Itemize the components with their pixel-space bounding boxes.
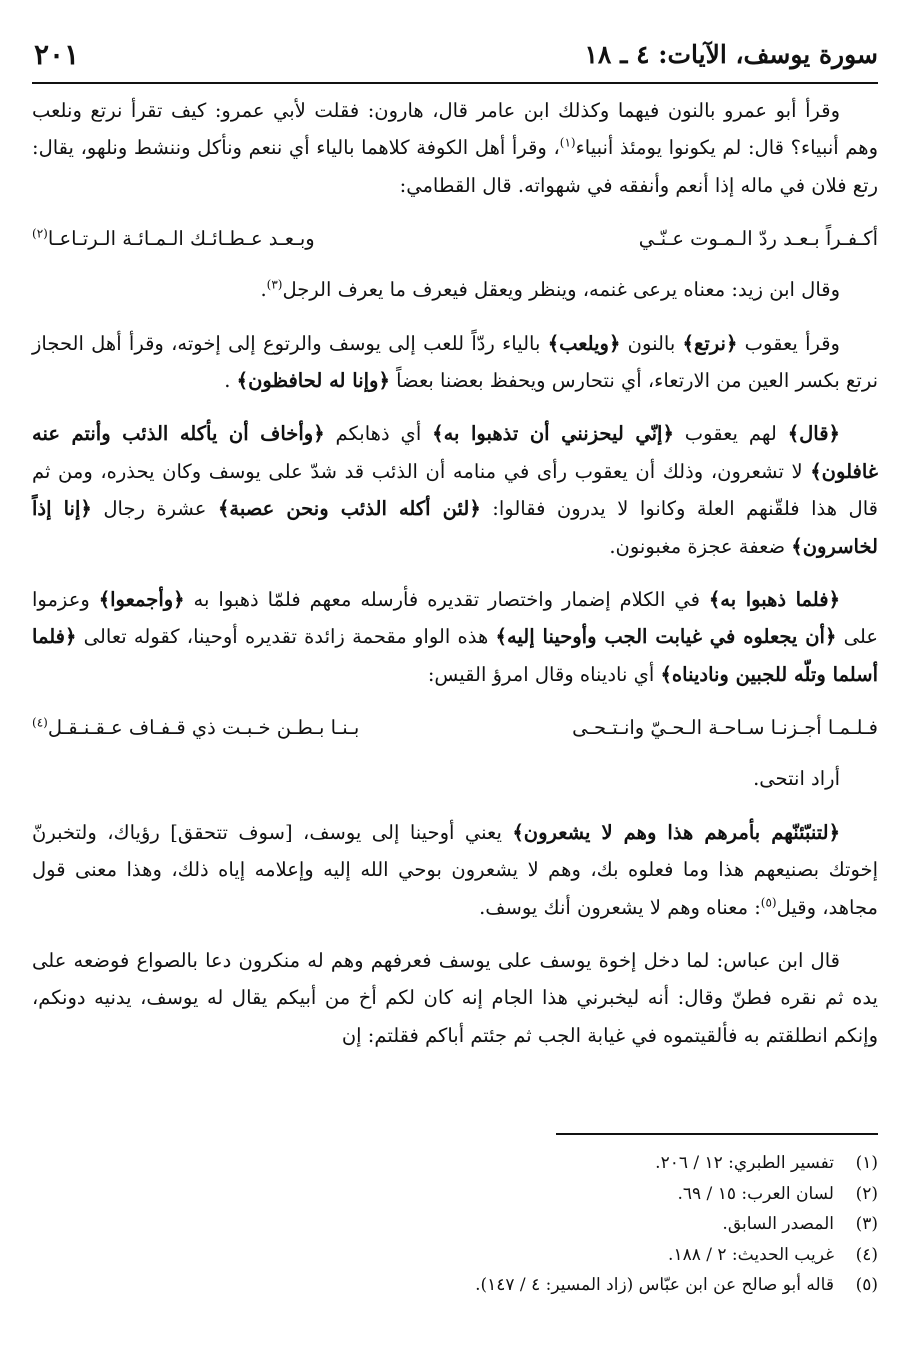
page-header [32, 34, 878, 84]
footnote-number: (٣) [855, 1214, 878, 1234]
quran-quote: ﴿إنا إذاً لخاسرون﴾ [32, 497, 878, 558]
footnote-number: (٢) [855, 1183, 878, 1204]
paragraph-3: وقرأ يعقوب ﴿نرتع﴾ بالنون ﴿ويلعب﴾ بالياء ردّاً للعب إلى يوسف والرتوع إلى إخوته، وقرأ أهل الحجاز نرتع بكسر العين من الارتعاء، أي نتحارس ويحفظ بعضنا بعضاً ﴿وإنا له لحافظون﴾ . [32, 331, 878, 393]
footnote-item [32, 1179, 878, 1210]
verse-1-second-hemistich: وبـعـد عـطـائـك الـمـائـة الـرتـاعـا$^{(٢)}$ [32, 226, 315, 251]
footnote-number: (٤) [855, 1244, 878, 1265]
quran-quote: ﴿ويلعب﴾ [547, 331, 621, 355]
footnote-number: (٥) [855, 1275, 878, 1295]
footnote-ref-2[interactable]: (٢) [32, 226, 48, 241]
quran-quote: ﴿فلما أسلما وتلّه للجبين وناديناه﴾ [32, 625, 878, 686]
quran-quote: ﴿فلما ذهبوا به﴾ [708, 588, 840, 612]
paragraph-2: وقال ابن زيد: معناه يرعى غنمه، وينظر ويعقل فيعرف ما يعرف الرجل$^{(٣)}$. [260, 277, 840, 302]
footnote-text: المصدر السابق. [722, 1214, 834, 1234]
footnote-ref-5[interactable]: (٥) [760, 895, 777, 909]
quran-quote: ﴿نرتع﴾ [682, 331, 738, 355]
quran-quote: ﴿قال﴾ [787, 422, 840, 446]
verse-2-second-hemistich: بـنـا بـطـن خـبـت ذي قـفـاف عـقـنـقـل$^{(٤)}$ [32, 715, 360, 740]
paragraph-5: ﴿فلما ذهبوا به﴾ في الكلام إضمار واختصار تقديره فأرسله معهم فلمّا ذهبوا به ﴿وأجمعوا﴾ وعزموا على ﴿أن يجعلوه في غيابت الجب وأوحينا إليه﴾ هذه الواو مقحمة زائدة تقديره أوحينا، كقوله تعالى ﴿فلما أسلما وتلّه للجبين وناديناه﴾ أي ناديناه وقال امرؤ القيس: [32, 588, 878, 686]
main-text [32, 92, 878, 1070]
paragraph-4: ﴿قال﴾ لهم يعقوب ﴿إنّي ليحزنني أن تذهبوا به﴾ أي ذهابكم ﴿وأخاف أن يأكله الذئب وأنتم عنه غافلون﴾ لا تشعرون، وذلك أن يعقوب رأى في منامه أن الذئب قد شدّ على يوسف وكان يحذره، ومن ثم قال هذا فلقّنهم العلة وكانوا لا يدرون فقالوا: ﴿لئن أكله الذئب ونحن عصبة﴾ عشرة رجال ﴿إنا إذاً لخاسرون﴾ ضعفة عجزة مغبونون. [32, 422, 878, 558]
footnote-text: تفسير الطبري: ١٢ / ٢٠٦. [655, 1153, 834, 1173]
verse-2-first-hemistich: فـلـمـا أجـزنـا سـاحـة الـحـيّ وانـتـحـى [572, 716, 878, 740]
page-number: ٢٠١ [34, 38, 80, 71]
footnote-ref-4[interactable]: (٤) [32, 715, 48, 730]
poetry-verse-2 [32, 709, 878, 746]
footnote-item [32, 1240, 878, 1271]
footnotes [32, 1148, 878, 1301]
quran-quote: ﴿إنّي ليحزنني أن تذهبوا به﴾ [432, 422, 674, 446]
footnote-item [32, 1148, 878, 1179]
verse-1-first-hemistich: أكـفـراً بـعـد ردّ الـمـوت عـنّـي [638, 227, 878, 251]
footnote-text: غريب الحديث: ٢ / ١٨٨. [668, 1244, 834, 1265]
quran-quote: ﴿وأخاف أن يأكله الذئب وأنتم عنه غافلون﴾ [32, 422, 878, 483]
footnote-ref-3[interactable]: (٣) [266, 277, 283, 292]
quran-quote: ﴿وأجمعوا﴾ [98, 588, 185, 612]
quran-quote: ﴿وإنا له لحافظون﴾ [236, 369, 390, 393]
footnote-item [32, 1270, 878, 1301]
footnote-text: قاله أبو صالح عن ابن عبّاس (زاد المسير: ٤ / ١٤٧). [475, 1275, 834, 1295]
quran-quote: ﴿أن يجعلوه في غيابت الجب وأوحينا إليه﴾ [495, 625, 837, 649]
footnote-text: لسان العرب: ١٥ / ٦٩. [677, 1183, 834, 1204]
poetry-verse-1 [32, 220, 878, 257]
footnote-item [32, 1209, 878, 1240]
paragraph-7: ﴿لتنبّئنّهم بأمرهم هذا وهم لا يشعرون﴾ يعني أوحينا إلى يوسف، [سوف تتحقق] رؤياك، ولتخبرنّ إخوتك بصنيعهم هذا وما فعلوه بك، وهم لا يشعرون بوحي الله إليه وإعلامه إياه ذلك، وهذا معنى قول مجاهد، وقيل$^{(٥)}$: معناه وهم لا يشعرون أنك يوسف. [32, 820, 878, 919]
paragraph-1: وقرأ أبو عمرو بالنون فيهما وكذلك ابن عامر قال، هارون: فقلت لأبي عمرو: كيف تقرأ نرتع ونلعب وهم أنبياء؟ قال: لم يكونوا يومئذ أنبياء$^{(١)}$، وقرأ أهل الكوفة كلاهما بالياء أي ننعم ونأكل وننشط ونلهو، يقال: رتع فلان في ماله إذا أنعم وأنفقه في شهواته. قال القطامي: [32, 99, 878, 197]
paragraph-6: أراد انتحى. [753, 767, 840, 791]
footnote-divider [556, 1133, 878, 1135]
running-title: سورة يوسف، الآيات: ٤ ـ ١٨ [584, 40, 878, 69]
footnote-ref-1[interactable]: (١) [559, 135, 576, 150]
quran-quote: ﴿لئن أكله الذئب ونحن عصبة﴾ [217, 497, 481, 521]
footnote-number: (١) [855, 1153, 878, 1173]
paragraph-8: قال ابن عباس: لما دخل إخوة يوسف على يوسف فعرفهم وهم له منكرون دعا بالصواع فوضعه على يده ثم نقره فطنّ وقال: أنه ليخبرني هذا الجام إنه كان لكم أخ من أبيكم يقال له يوسف، يدنيه دونكم، وإنكم انطلقتم به فألقيتموه في غيابة الجب ثم جئتم أباكم فقلتم: إن [32, 948, 878, 1047]
quran-quote: ﴿لتنبّئنّهم بأمرهم هذا وهم لا يشعرون﴾ [512, 820, 840, 844]
